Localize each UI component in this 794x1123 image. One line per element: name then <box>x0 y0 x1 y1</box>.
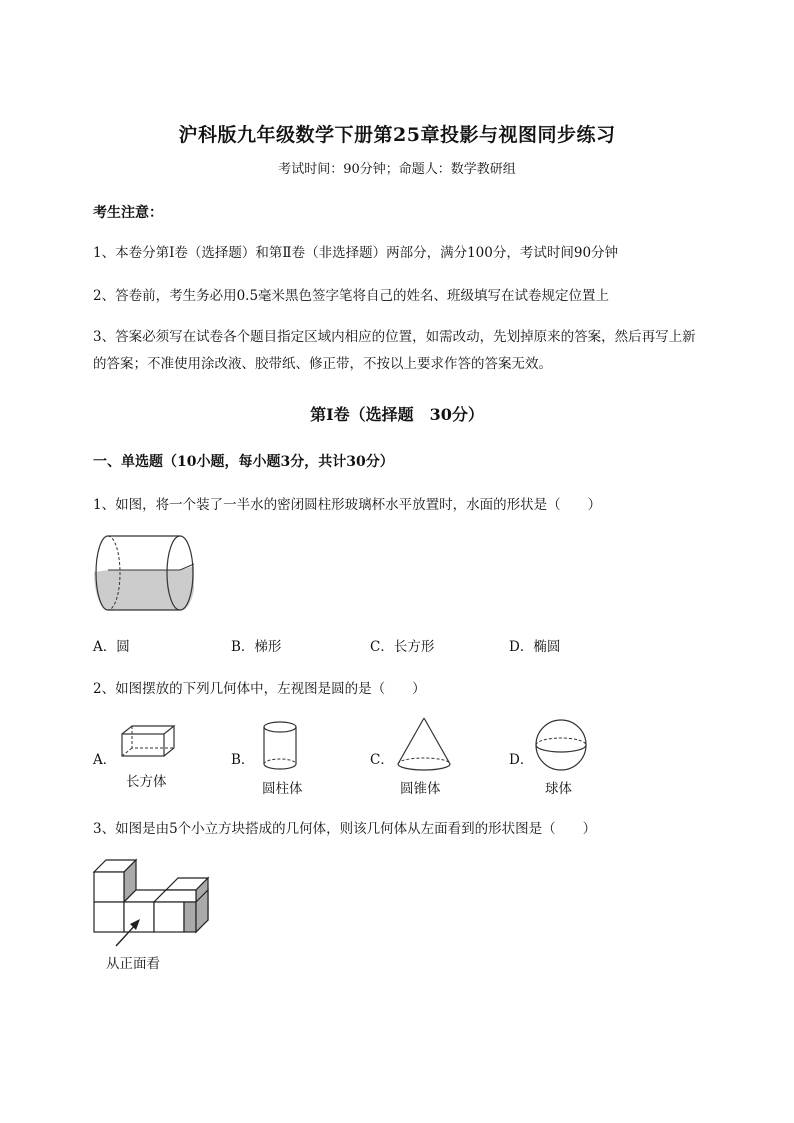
exam-info: 考试时间：90分钟；命题人：数学教研组 <box>278 162 516 177</box>
q2-option-d[interactable]: D． <box>509 752 534 768</box>
q2-cone-figure <box>396 716 452 772</box>
notice-heading: 考生注意： <box>93 205 163 221</box>
q2-option-a[interactable]: A． <box>93 752 117 768</box>
q3-caption-front-view: 从正面看 <box>106 956 160 972</box>
q2-caption-sphere: 球体 <box>545 781 572 797</box>
notice-item-3: 3、答案必须写在试卷各个题目指定区域内相应的位置，如需改动，先划掉原来的答案，然后再写上新 <box>93 329 696 345</box>
q1-option-a[interactable]: A．圆 <box>93 639 130 655</box>
q2-option-c[interactable]: C． <box>370 752 394 768</box>
q2-caption-cone: 圆锥体 <box>400 781 441 797</box>
q2-sphere-figure <box>534 718 588 772</box>
q3-stem: 3、如图是由5个小立方块搭成的几何体，则该几何体从左面看到的形状图是（ ） <box>93 821 597 837</box>
q2-option-b[interactable]: B． <box>231 752 255 768</box>
q2-cylinder-figure <box>262 720 298 772</box>
q2-cuboid-figure <box>120 724 176 758</box>
page-title: 沪科版九年级数学下册第25章投影与视图同步练习 <box>178 124 616 146</box>
part-heading: 一、单选题（10小题，每小题3分，共计30分） <box>93 454 394 470</box>
q1-cylinder-figure <box>94 534 198 614</box>
q2-stem: 2、如图摆放的下列几何体中，左视图是圆的是（ ） <box>93 681 426 697</box>
q1-option-d[interactable]: D．椭圆 <box>509 639 561 655</box>
q1-option-b[interactable]: B．梯形 <box>231 639 282 655</box>
q1-option-c[interactable]: C．长方形 <box>370 639 435 655</box>
q2-caption-cylinder: 圆柱体 <box>262 781 303 797</box>
q1-stem: 1、如图，将一个装了一半水的密闭圆柱形玻璃杯水平放置时，水面的形状是（ ） <box>93 497 602 513</box>
notice-item-2: 2、答卷前，考生务必用0.5毫米黑色签字笔将自己的姓名、班级填写在试卷规定位置上 <box>93 288 610 304</box>
notice-item-3-cont: 的答案；不准使用涂改液、胶带纸、修正带，不按以上要求作答的答案无效。 <box>93 356 552 372</box>
notice-item-1: 1、本卷分第Ⅰ卷（选择题）和第Ⅱ卷（非选择题）两部分，满分100分，考试时间90分钟 <box>93 245 619 261</box>
q2-caption-cuboid: 长方体 <box>126 774 167 790</box>
section-title: 第Ⅰ卷（选择题 30分） <box>310 405 484 424</box>
